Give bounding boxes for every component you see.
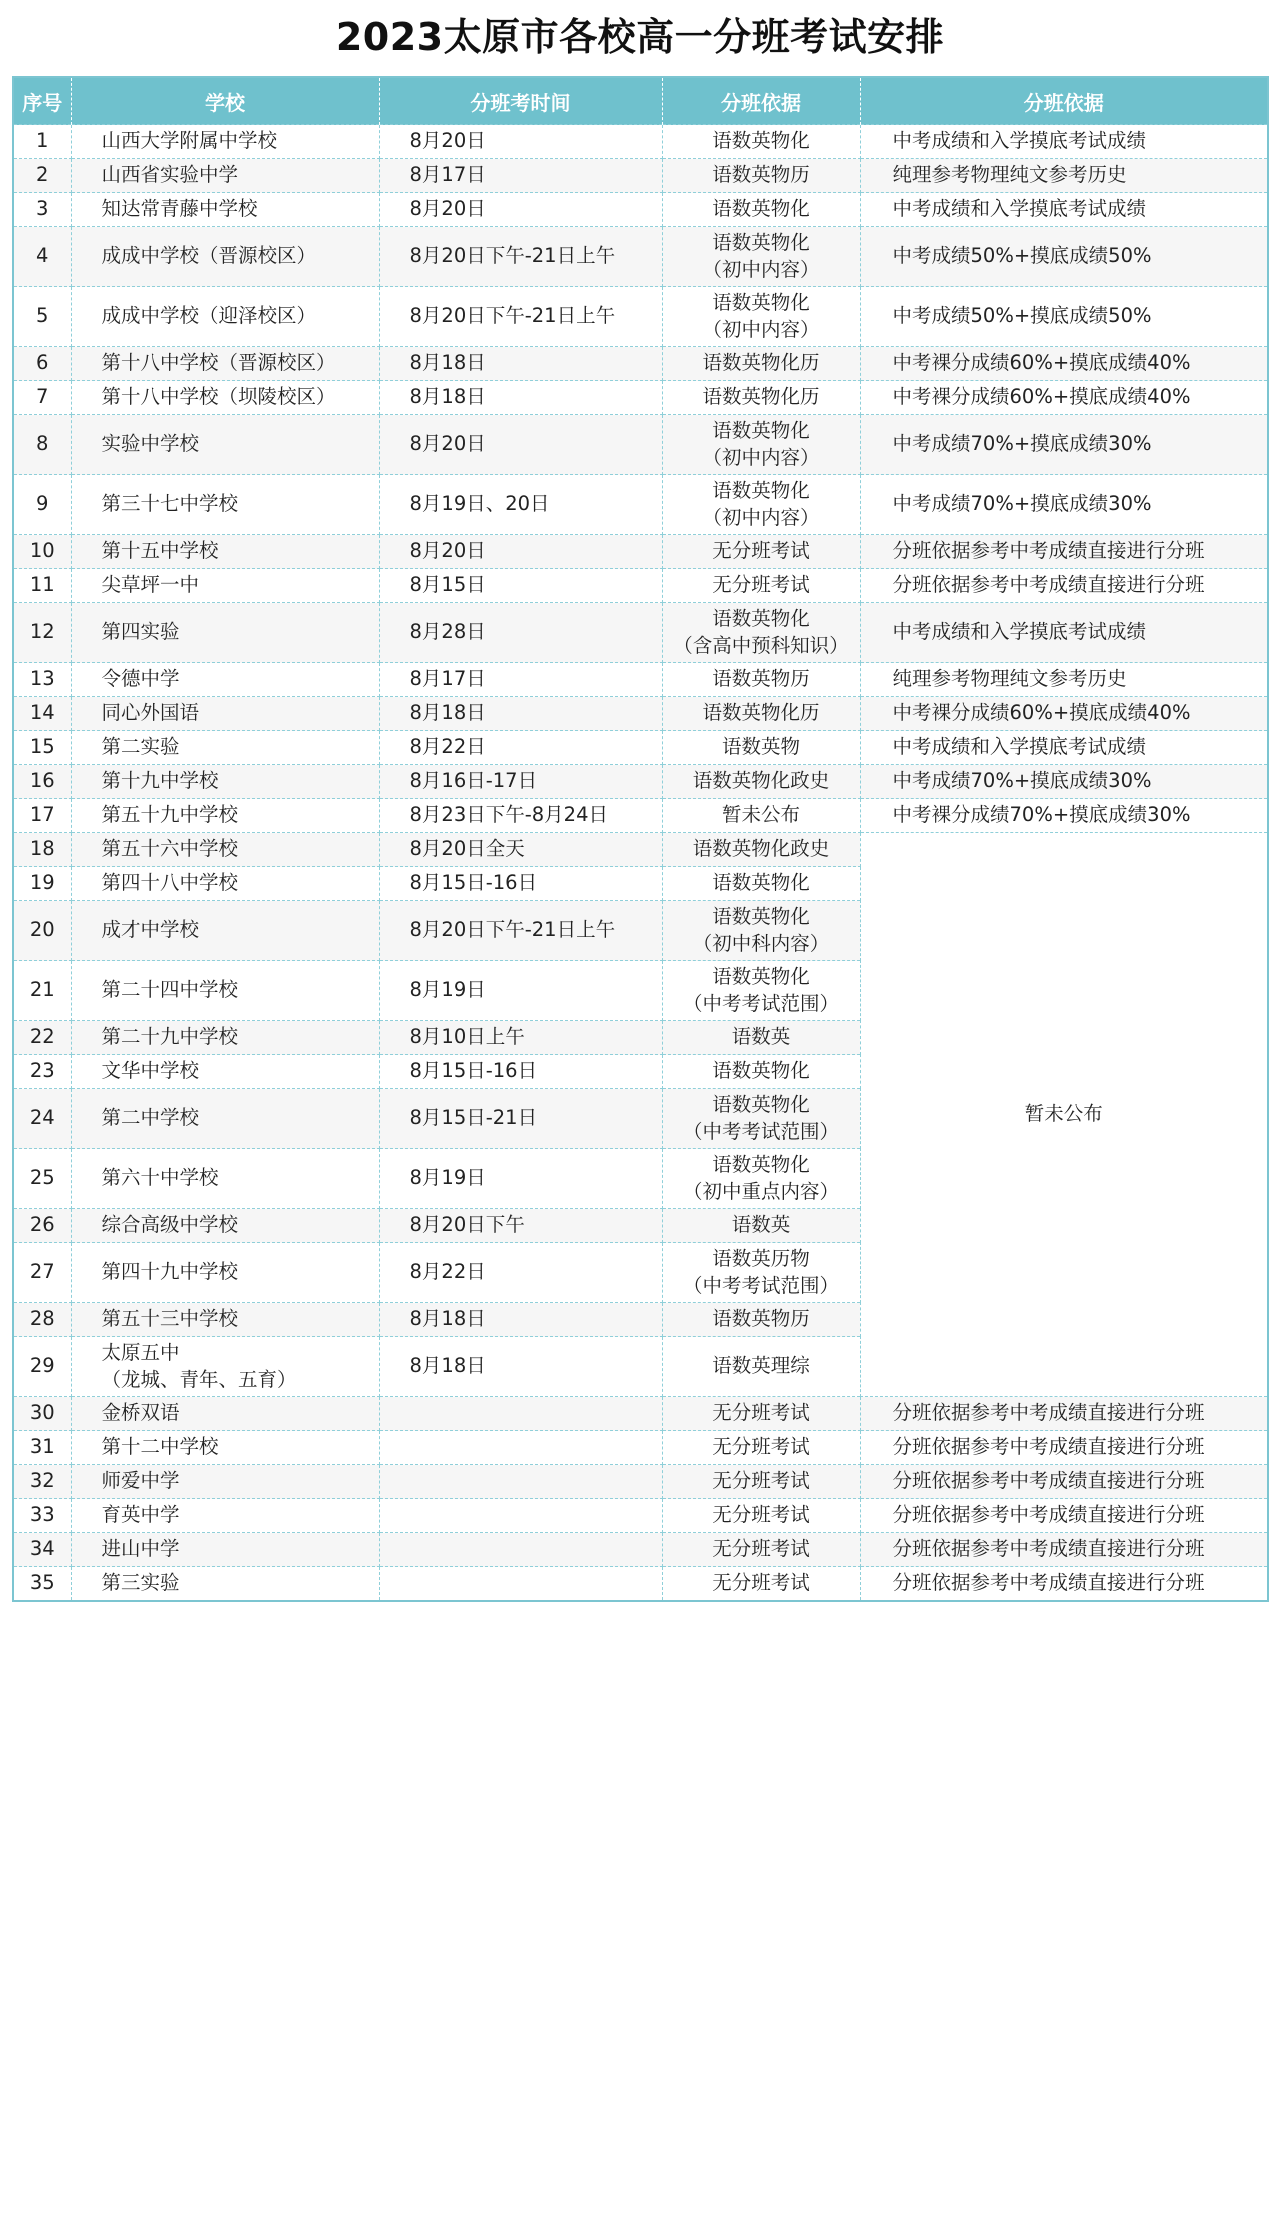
table-row [13, 1431, 1268, 1465]
exam-subjects [662, 1089, 860, 1149]
school-name [71, 833, 379, 867]
subjects-line: 语数英物化 [712, 905, 810, 929]
school-line: 第十二中学校 [101, 1435, 219, 1459]
school-line: 育英中学 [101, 1503, 180, 1527]
class-basis: 分班依据参考中考成绩直接进行分班 [860, 569, 1268, 603]
exam-time: 8月15日-16日 [379, 867, 662, 901]
table-header-row [13, 77, 1268, 125]
exam-subjects [662, 1303, 860, 1337]
school-name [71, 765, 379, 799]
row-index: 14 [13, 697, 71, 731]
table-row [13, 1533, 1268, 1567]
subjects-line: （初中重点内容） [682, 1179, 839, 1203]
subjects-line: 语数英物历 [712, 1307, 810, 1331]
school-line: 第五十六中学校 [101, 837, 239, 861]
school-line: 山西大学附属中学校 [101, 129, 278, 153]
school-name [71, 227, 379, 287]
exam-time: 8月28日 [379, 603, 662, 663]
class-basis: 中考成绩和入学摸底考试成绩 [860, 125, 1268, 159]
school-line: 金桥双语 [101, 1401, 180, 1425]
subjects-line: 语数英物化 [712, 231, 810, 255]
exam-subjects [662, 1533, 860, 1567]
school-line: 文华中学校 [101, 1059, 200, 1083]
subjects-line: 语数英物化 [712, 965, 810, 989]
subjects-line: 语数英 [731, 1213, 791, 1237]
row-index: 5 [13, 287, 71, 347]
header-school: 学校 [71, 77, 379, 125]
exam-time: 8月10日上午 [379, 1021, 662, 1055]
subjects-line: 无分班考试 [712, 1435, 810, 1459]
school-line: 第十八中学校（晋源校区） [101, 351, 336, 375]
exam-subjects [662, 193, 860, 227]
school-name [71, 125, 379, 159]
exam-time [379, 1567, 662, 1601]
exam-subjects [662, 125, 860, 159]
school-name [71, 1243, 379, 1303]
header-basis: 分班依据 [860, 77, 1268, 125]
exam-time: 8月20日下午-21日上午 [379, 287, 662, 347]
class-basis: 纯理参考物理纯文参考历史 [860, 159, 1268, 193]
school-name [71, 1397, 379, 1431]
exam-subjects [662, 603, 860, 663]
school-name [71, 1465, 379, 1499]
school-name [71, 193, 379, 227]
exam-subjects [662, 569, 860, 603]
row-index: 1 [13, 125, 71, 159]
class-basis: 中考裸分成绩60%+摸底成绩40% [860, 347, 1268, 381]
school-line: （龙城、青年、五育） [101, 1367, 297, 1391]
row-index: 18 [13, 833, 71, 867]
subjects-line: 语数英物化 [712, 607, 810, 631]
exam-subjects [662, 1431, 860, 1465]
table-row [13, 159, 1268, 193]
row-index: 25 [13, 1149, 71, 1209]
exam-subjects [662, 799, 860, 833]
school-line: 成成中学校（晋源校区） [101, 244, 317, 268]
school-line: 进山中学 [101, 1537, 180, 1561]
exam-subjects [662, 1499, 860, 1533]
exam-time: 8月19日 [379, 961, 662, 1021]
row-index: 3 [13, 193, 71, 227]
exam-subjects [662, 347, 860, 381]
school-line: 第十九中学校 [101, 769, 219, 793]
exam-subjects [662, 415, 860, 475]
subjects-line: 无分班考试 [712, 1571, 810, 1595]
row-index: 4 [13, 227, 71, 287]
subjects-line: 语数英物化 [712, 291, 810, 315]
school-line: 实验中学校 [101, 432, 200, 456]
exam-time: 8月20日下午-21日上午 [379, 901, 662, 961]
row-index: 19 [13, 867, 71, 901]
table-row [13, 347, 1268, 381]
school-name [71, 1533, 379, 1567]
class-basis: 中考成绩和入学摸底考试成绩 [860, 731, 1268, 765]
table-row [13, 415, 1268, 475]
school-line: 第四实验 [101, 620, 180, 644]
exam-time: 8月18日 [379, 1337, 662, 1397]
subjects-line: 语数英理综 [712, 1354, 810, 1378]
exam-time [379, 1431, 662, 1465]
exam-subjects [662, 381, 860, 415]
exam-subjects [662, 901, 860, 961]
school-line: 第十五中学校 [101, 539, 219, 563]
subjects-line: （初中科内容） [692, 931, 830, 955]
subjects-line: 无分班考试 [712, 573, 810, 597]
school-name [71, 475, 379, 535]
school-name [71, 381, 379, 415]
table-row [13, 833, 1268, 867]
class-basis: 中考成绩和入学摸底考试成绩 [860, 193, 1268, 227]
page-title: 2023太原市各校高一分班考试安排 [335, 14, 945, 59]
exam-time: 8月17日 [379, 663, 662, 697]
class-basis: 中考裸分成绩60%+摸底成绩40% [860, 697, 1268, 731]
exam-time: 8月22日 [379, 731, 662, 765]
row-index: 20 [13, 901, 71, 961]
class-basis: 中考裸分成绩60%+摸底成绩40% [860, 381, 1268, 415]
row-index: 23 [13, 1055, 71, 1089]
exam-time: 8月15日 [379, 569, 662, 603]
table-row [13, 1499, 1268, 1533]
table-row [13, 663, 1268, 697]
subjects-line: 语数英物历 [712, 667, 810, 691]
school-name [71, 1149, 379, 1209]
row-index: 21 [13, 961, 71, 1021]
row-index: 34 [13, 1533, 71, 1567]
exam-subjects [662, 867, 860, 901]
subjects-line: 语数英 [731, 1025, 791, 1049]
row-index: 22 [13, 1021, 71, 1055]
subjects-line: 语数英物化 [712, 1059, 810, 1083]
exam-time: 8月20日 [379, 535, 662, 569]
class-basis: 分班依据参考中考成绩直接进行分班 [860, 535, 1268, 569]
class-basis: 中考成绩70%+摸底成绩30% [860, 765, 1268, 799]
exam-subjects [662, 1567, 860, 1601]
exam-time: 8月20日全天 [379, 833, 662, 867]
subjects-line: 语数英物化 [712, 479, 810, 503]
subjects-line: （中考考试范围） [682, 1119, 839, 1143]
row-index: 29 [13, 1337, 71, 1397]
table-row [13, 287, 1268, 347]
subjects-line: 语数英物 [721, 735, 800, 759]
subjects-line: 语数英物历 [712, 163, 810, 187]
exam-subjects [662, 1021, 860, 1055]
subjects-line: 语数英物化 [712, 871, 810, 895]
subjects-line: 语数英物化 [712, 419, 810, 443]
exam-time: 8月20日 [379, 193, 662, 227]
school-name [71, 1499, 379, 1533]
school-name [71, 1209, 379, 1243]
exam-time: 8月15日-16日 [379, 1055, 662, 1089]
school-line: 第二十九中学校 [101, 1025, 239, 1049]
exam-schedule-table [12, 76, 1269, 1602]
row-index: 2 [13, 159, 71, 193]
subjects-line: 暂未公布 [721, 803, 800, 827]
exam-subjects [662, 961, 860, 1021]
class-basis: 分班依据参考中考成绩直接进行分班 [860, 1397, 1268, 1431]
subjects-line: （含高中预科知识） [673, 633, 849, 657]
exam-time: 8月20日下午-21日上午 [379, 227, 662, 287]
subjects-line: （初中内容） [702, 317, 820, 341]
school-name [71, 535, 379, 569]
school-line: 尖草坪一中 [101, 573, 200, 597]
class-basis: 纯理参考物理纯文参考历史 [860, 663, 1268, 697]
subjects-line: （初中内容） [702, 445, 820, 469]
row-index: 30 [13, 1397, 71, 1431]
school-name [71, 347, 379, 381]
class-basis: 中考成绩和入学摸底考试成绩 [860, 603, 1268, 663]
row-index: 6 [13, 347, 71, 381]
school-name [71, 961, 379, 1021]
row-index: 33 [13, 1499, 71, 1533]
subjects-line: 语数英历物 [712, 1247, 810, 1271]
table-row [13, 603, 1268, 663]
class-basis: 分班依据参考中考成绩直接进行分班 [860, 1465, 1268, 1499]
table-body [13, 125, 1268, 1601]
exam-time: 8月15日-21日 [379, 1089, 662, 1149]
school-name [71, 569, 379, 603]
exam-subjects [662, 1149, 860, 1209]
table-row [13, 1397, 1268, 1431]
subjects-line: 语数英物化 [712, 1153, 810, 1177]
exam-subjects [662, 731, 860, 765]
subjects-line: （中考考试范围） [682, 991, 839, 1015]
subjects-line: 语数英物化政史 [692, 769, 830, 793]
exam-time: 8月18日 [379, 1303, 662, 1337]
exam-time [379, 1499, 662, 1533]
school-name [71, 663, 379, 697]
table-row [13, 227, 1268, 287]
exam-time: 8月19日 [379, 1149, 662, 1209]
table-row [13, 381, 1268, 415]
subjects-line: 无分班考试 [712, 1537, 810, 1561]
exam-time: 8月23日下午-8月24日 [379, 799, 662, 833]
exam-time: 8月20日下午 [379, 1209, 662, 1243]
exam-subjects [662, 765, 860, 799]
subjects-line: 无分班考试 [712, 1503, 810, 1527]
school-line: 第二实验 [101, 735, 180, 759]
school-name [71, 1055, 379, 1089]
exam-time: 8月22日 [379, 1243, 662, 1303]
exam-subjects [662, 1209, 860, 1243]
table-row [13, 125, 1268, 159]
table-row [13, 1465, 1268, 1499]
class-basis: 中考成绩70%+摸底成绩30% [860, 415, 1268, 475]
school-line: 第四十九中学校 [101, 1260, 239, 1284]
row-index: 13 [13, 663, 71, 697]
exam-time: 8月18日 [379, 381, 662, 415]
school-name [71, 1567, 379, 1601]
exam-subjects [662, 159, 860, 193]
class-basis: 中考成绩50%+摸底成绩50% [860, 287, 1268, 347]
school-name [71, 1303, 379, 1337]
table-row [13, 765, 1268, 799]
school-name [71, 287, 379, 347]
subjects-line: 语数英物化政史 [692, 837, 830, 861]
exam-subjects [662, 1465, 860, 1499]
exam-subjects [662, 535, 860, 569]
row-index: 9 [13, 475, 71, 535]
school-line: 综合高级中学校 [101, 1213, 239, 1237]
class-basis: 分班依据参考中考成绩直接进行分班 [860, 1431, 1268, 1465]
table-row [13, 1567, 1268, 1601]
merged-basis-note: 暂未公布 [860, 833, 1268, 1397]
exam-subjects [662, 227, 860, 287]
subjects-line: 语数英物化历 [702, 701, 820, 725]
class-basis: 分班依据参考中考成绩直接进行分班 [860, 1567, 1268, 1601]
school-line: 知达常青藤中学校 [101, 197, 258, 221]
exam-time: 8月18日 [379, 697, 662, 731]
row-index: 27 [13, 1243, 71, 1303]
school-line: 第十八中学校（坝陵校区） [101, 385, 336, 409]
table-row [13, 535, 1268, 569]
school-line: 第四十八中学校 [101, 871, 239, 895]
school-line: 成成中学校（迎泽校区） [101, 304, 317, 328]
school-name [71, 901, 379, 961]
row-index: 17 [13, 799, 71, 833]
school-line: 第五十九中学校 [101, 803, 239, 827]
exam-subjects [662, 1243, 860, 1303]
class-basis: 分班依据参考中考成绩直接进行分班 [860, 1499, 1268, 1533]
exam-subjects [662, 1397, 860, 1431]
exam-subjects [662, 697, 860, 731]
school-name [71, 1337, 379, 1397]
class-basis: 分班依据参考中考成绩直接进行分班 [860, 1533, 1268, 1567]
row-index: 15 [13, 731, 71, 765]
school-name [71, 1021, 379, 1055]
row-index: 28 [13, 1303, 71, 1337]
row-index: 16 [13, 765, 71, 799]
school-line: 太原五中 [101, 1341, 180, 1365]
row-index: 10 [13, 535, 71, 569]
exam-subjects [662, 475, 860, 535]
subjects-line: 无分班考试 [712, 1469, 810, 1493]
row-index: 32 [13, 1465, 71, 1499]
school-name [71, 1089, 379, 1149]
school-name [71, 415, 379, 475]
school-name [71, 1431, 379, 1465]
subjects-line: 无分班考试 [712, 1401, 810, 1425]
header-subjects: 分班依据 [662, 77, 860, 125]
school-name [71, 603, 379, 663]
subjects-line: 语数英物化 [712, 129, 810, 153]
row-index: 35 [13, 1567, 71, 1601]
exam-time: 8月17日 [379, 159, 662, 193]
school-line: 令德中学 [101, 667, 180, 691]
exam-time: 8月16日-17日 [379, 765, 662, 799]
subjects-line: 语数英物化 [712, 197, 810, 221]
table-row [13, 799, 1268, 833]
school-line: 师爱中学 [101, 1469, 180, 1493]
header-index: 序号 [13, 77, 71, 125]
subjects-line: 语数英物化 [712, 1093, 810, 1117]
school-name [71, 799, 379, 833]
school-line: 第三十七中学校 [101, 492, 239, 516]
school-name [71, 731, 379, 765]
table-row [13, 193, 1268, 227]
subjects-line: 语数英物化历 [702, 351, 820, 375]
school-line: 第六十中学校 [101, 1166, 219, 1190]
exam-time: 8月20日 [379, 415, 662, 475]
exam-time: 8月20日 [379, 125, 662, 159]
exam-time: 8月19日、20日 [379, 475, 662, 535]
exam-time [379, 1533, 662, 1567]
school-line: 同心外国语 [101, 701, 200, 725]
exam-time [379, 1465, 662, 1499]
class-basis: 中考成绩50%+摸底成绩50% [860, 227, 1268, 287]
exam-time: 8月18日 [379, 347, 662, 381]
exam-subjects [662, 287, 860, 347]
row-index: 12 [13, 603, 71, 663]
school-name [71, 867, 379, 901]
row-index: 26 [13, 1209, 71, 1243]
subjects-line: （初中内容） [702, 505, 820, 529]
exam-subjects [662, 1055, 860, 1089]
school-line: 第二十四中学校 [101, 978, 239, 1002]
subjects-line: 无分班考试 [712, 539, 810, 563]
subjects-line: （初中内容） [702, 257, 820, 281]
exam-subjects [662, 663, 860, 697]
class-basis: 中考裸分成绩70%+摸底成绩30% [860, 799, 1268, 833]
header-exam-time: 分班考时间 [379, 77, 662, 125]
row-index: 11 [13, 569, 71, 603]
exam-subjects [662, 833, 860, 867]
row-index: 31 [13, 1431, 71, 1465]
school-name [71, 159, 379, 193]
school-line: 第二中学校 [101, 1106, 200, 1130]
school-line: 成才中学校 [101, 918, 200, 942]
table-row [13, 475, 1268, 535]
table-row [13, 731, 1268, 765]
class-basis: 中考成绩70%+摸底成绩30% [860, 475, 1268, 535]
row-index: 24 [13, 1089, 71, 1149]
school-line: 山西省实验中学 [101, 163, 239, 187]
table-row [13, 697, 1268, 731]
subjects-line: 语数英物化历 [702, 385, 820, 409]
subjects-line: （中考考试范围） [682, 1273, 839, 1297]
exam-subjects [662, 1337, 860, 1397]
school-name [71, 697, 379, 731]
row-index: 7 [13, 381, 71, 415]
school-line: 第五十三中学校 [101, 1307, 239, 1331]
school-line: 第三实验 [101, 1571, 180, 1595]
row-index: 8 [13, 415, 71, 475]
exam-time [379, 1397, 662, 1431]
table-row [13, 569, 1268, 603]
